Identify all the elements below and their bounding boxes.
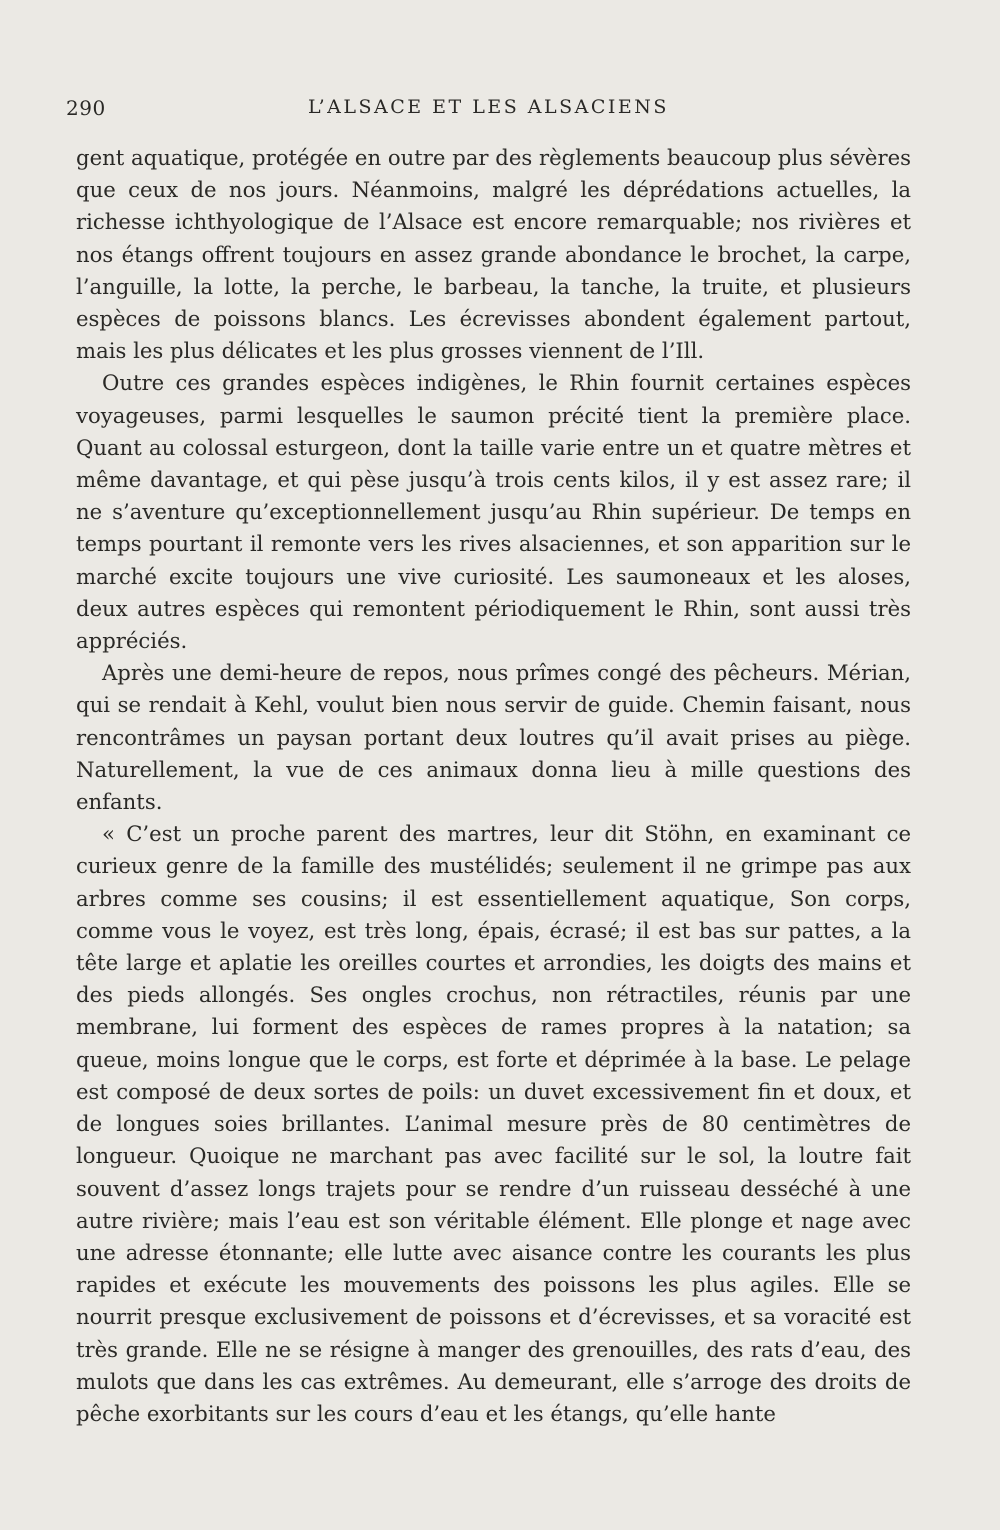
- paragraph-2: Outre ces grandes espèces indigènes, le Rhin fournit certaines espèces voyageuses, parmi lesquelles le saumon précité tient la première place. Quant au colossal esturgeon, dont la taille varie entre un et quatre mètres et même davantage, et qui pèse jusqu’à trois cents kilos, il y est assez rare; il ne s’aventure qu’exceptionnellement jusqu’au Rhin supérieur. De temps en temps pourtant il remonte vers les rives alsaciennes, et son apparition sur le marché excite toujours une vive curiosité. Les saumoneaux et les aloses, deux autres espèces qui remontent périodiquement le Rhin, sont aussi très appréciés.: [76, 370, 911, 654]
- running-title: L’ALSACE ET LES ALSACIENS: [308, 96, 669, 118]
- paragraph-3: Après une demi-heure de repos, nous prîmes congé des pêcheurs. Mérian, qui se rendait à Kehl, voulut bien nous servir de guide. Chemin faisant, nous rencontrâmes un paysan portant deux loutres qu’il avait prises au piège. Naturellement, la vue de ces animaux donna lieu à mille questions des enfants.: [76, 660, 911, 815]
- paragraph-4: « C’est un proche parent des martres, leur dit Stöhn, en examinant ce curieux genre de la famille des mustélidés; seulement il ne grimpe pas aux arbres comme ses cousins; il est essentiellement aquatique, Son corps, comme vous le voyez, est très long, épais, écrasé; il est bas sur pattes, a la tête large et aplatie les oreilles courtes et arrondies, les doigts des mains et des pieds allongés. Ses ongles crochus, non rétractiles, réunis par une membrane, lui forment des espèces de rames propres à la natation; sa queue, moins longue que le corps, est forte et déprimée à la base. Le pelage est composé de deux sortes de poils: un duvet excessivement fin et doux, et de longues soies brillantes. L’animal mesure près de 80 centimètres de longueur. Quoique ne marchant pas avec facilité sur le sol, la loutre fait souvent d’assez longs trajets pour se rendre d’un ruisseau desséché à une autre rivière; mais l’eau est son véritable élément. Elle plonge et nage avec une adresse étonnante; elle lutte avec aisance contre les courants les plus rapides et exécute les mouvements des poissons les plus agiles. Elle se nourrit presque exclusivement de poissons et d’écrevisses, et sa voracité est très grande. Elle ne se résigne à manger des grenouilles, des rats d’eau, des mulots que dans les cas extrêmes. Au demeurant, elle s’arroge des droits de pêche exorbitants sur les cours d’eau et les étangs, qu’elle hante: [76, 821, 911, 1426]
- paragraph-1: gent aquatique, protégée en outre par des règlements beaucoup plus sévères que ceux de nos jours. Néanmoins, malgré les déprédations actuelles, la richesse ichthyologique de l’Alsace est encore remarquable; nos rivières et nos étangs offrent toujours en assez grande abondance le brochet, la carpe, l’anguille, la lotte, la perche, le barbeau, la tanche, la truite, et plusieurs espèces de poissons blancs. Les écrevisses abondent également partout, mais les plus délicates et les plus grosses viennent de l’Ill.: [76, 145, 911, 364]
- page-number: 290: [66, 96, 106, 120]
- body-text: [76, 142, 911, 1430]
- running-head: [66, 96, 911, 130]
